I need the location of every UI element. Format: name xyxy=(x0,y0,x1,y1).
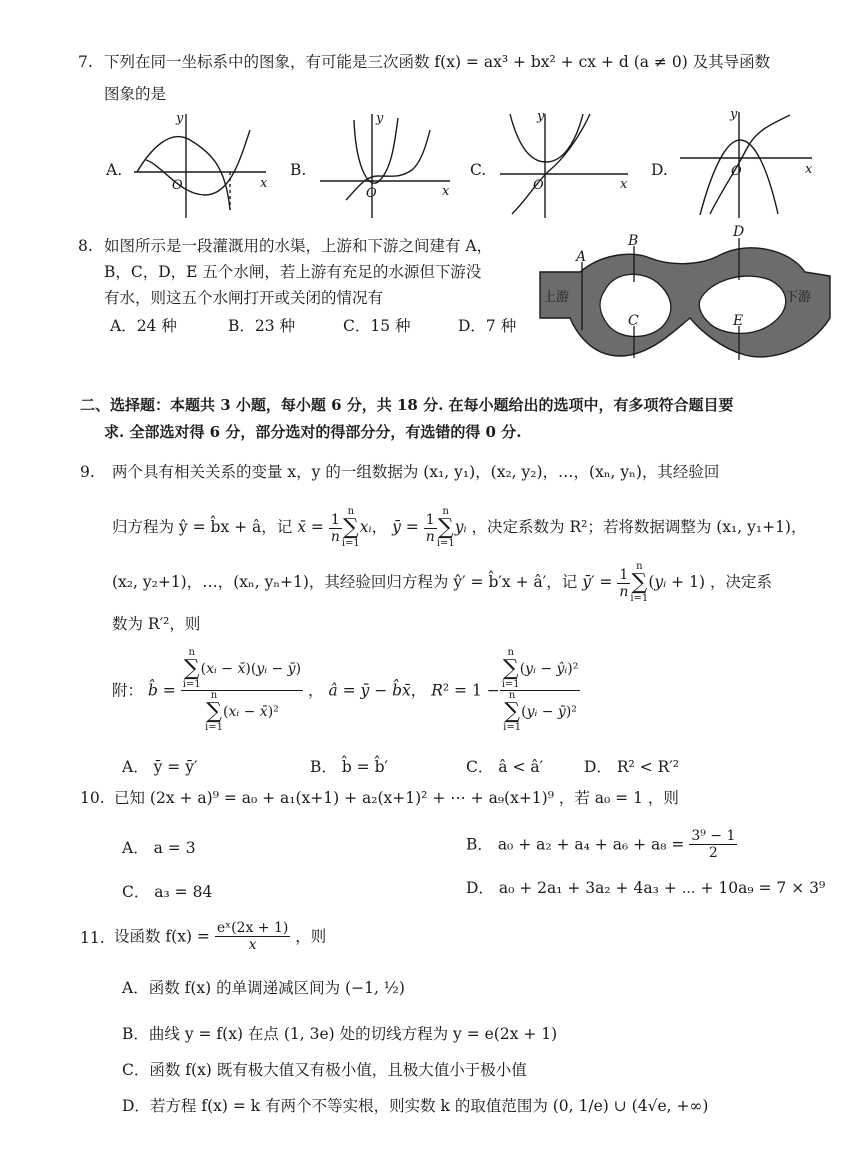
q10-frac-den: 2 xyxy=(708,845,718,861)
q10-number: 10. xyxy=(80,789,105,807)
q11-option-d: D．若方程 f(x) = k 有两个不等实根，则实数 k 的取值范围为 (0, 1/e) ∪ (4√e, +∞) xyxy=(122,1097,709,1115)
q8-canal-figure xyxy=(540,224,830,360)
q9-line2-start: 归方程为 ŷ = b̂x + â，记 xyxy=(112,518,293,536)
q11-option-b: B．曲线 y = f(x) 在点 (1, 3e) 处的切线方程为 y = e(2x + 1) xyxy=(122,1025,558,1043)
q11-stem-start: 设函数 f(x) = xyxy=(114,927,210,946)
q9-frac-1n-2: $\frac{1}{n}$ xyxy=(425,511,435,545)
q9-option-c: C． â < â′ xyxy=(466,758,544,776)
q8-line2: B，C，D，E 五个水闸，若上游有充足的水源但下游没 xyxy=(104,263,482,281)
q11-stem xyxy=(114,920,326,953)
gate-d-label: D xyxy=(733,224,745,240)
gate-b-label: B xyxy=(628,233,639,249)
q9-number: 9. xyxy=(80,463,95,481)
graph-a-origin: O xyxy=(172,178,183,193)
q9-appendix: 附： b̂ = n ∑ i=1(xᵢ − x̄)(yᵢ − ȳ) n ∑ i=1(xᵢ − x̄)² ， â = ȳ − b̂x̄， R² = 1 − n ∑ i=1(yᵢ − ŷᵢ)² n ∑ i=1(yᵢ − ȳ)² xyxy=(112,647,579,733)
q8-option-c: C．15 种 xyxy=(343,317,411,335)
graph-b-x-label: x xyxy=(442,184,450,199)
q7-stem-line2: 图象的是 xyxy=(104,85,167,103)
graph-b-curve-1 xyxy=(354,118,398,183)
q7-option-a: A. xyxy=(106,161,123,179)
graph-b-origin: O xyxy=(366,186,377,201)
q9-option-d: D． R² < R′² xyxy=(584,758,679,776)
graph-b-y-label: y xyxy=(376,111,384,126)
q11-function-frac xyxy=(215,920,290,953)
q9-line2-end: ，决定系数为 R²；若将数据调整为 (x₁, y₁+1)， xyxy=(471,518,807,536)
section2-line2: 求. 全部选对得 6 分，部分选对的得部分分，有选错的得 0 分. xyxy=(104,423,522,441)
q11-frac-num: eˣ(2x + 1) xyxy=(216,920,289,936)
section2-line1: 二、选择题：本题共 3 小题，每小题 6 分，共 18 分. 在每小题给出的选项中，有多项符合题目要 xyxy=(80,396,734,414)
q10-option-b-text: B． a₀ + a₂ + a₄ + a₆ + a₈ = xyxy=(466,835,685,854)
q9-line3: (x₂, y₂+1)，…，(xₙ, yₙ+1)，其经验回归方程为 ŷ′ = b̂′x + â′，记 ȳ′ = $\frac{1}{n}$ n ∑ i=1(yᵢ + 1) ，决定系 xyxy=(112,561,772,604)
q9-frac-1n: $\frac{1}{n}$ xyxy=(330,511,340,545)
q10-option-b-frac xyxy=(689,828,737,861)
q11-option-c: C．函数 f(x) 既有极大值又有极小值，且极大值小于极小值 xyxy=(122,1061,527,1079)
q10-option-c: C． a₃ = 84 xyxy=(122,883,213,901)
q9-xbar-def: x̄ = xyxy=(297,518,329,536)
q9-appendix-label: 附： xyxy=(112,681,144,700)
q9-bhat-formula: n ∑ i=1(xᵢ − x̄)(yᵢ − ȳ) n ∑ i=1(xᵢ − x̄)² xyxy=(182,647,302,733)
graph-d-origin: O xyxy=(731,164,742,179)
q7-number: 7. xyxy=(78,53,93,71)
graph-b-curve-2 xyxy=(346,130,430,200)
graph-a-x-label: x xyxy=(260,176,268,191)
q11-stem-end: ，则 xyxy=(295,927,327,946)
q11-number: 11. xyxy=(80,929,105,947)
q8-option-b: B．23 种 xyxy=(228,317,296,335)
graph-c-y-label: y xyxy=(537,109,545,124)
graph-a-curve-2 xyxy=(146,130,250,195)
q11-option-a: A．函数 f(x) 的单调递减区间为 (−1, ½) xyxy=(122,979,405,997)
q9-line2: 归方程为 ŷ = b̂x + â，记 x̄ = $\frac{1}{n}$ n ∑ i=1xᵢ， ȳ = $\frac{1}{n}$ n ∑ i=1yᵢ ，决定系数为 R²；若将数据调整为 (x₁, y₁+1)， xyxy=(112,506,807,549)
q9-r2-formula: n ∑ i=1(yᵢ − ŷᵢ)² n ∑ i=1(yᵢ − ȳ)² xyxy=(501,647,579,733)
graph-c-origin: O xyxy=(533,178,544,193)
q7-stem: 下列在同一坐标系中的图象，有可能是三次函数 f(x) = ax³ + bx² + cx + d (a ≠ 0) 及其导函数 xyxy=(104,53,771,71)
q9-sum-y: n ∑ i=1 xyxy=(436,506,455,549)
q8-line3: 有水，则这五个水闸打开或关闭的情况有 xyxy=(104,289,384,307)
graph-d-x-label: x xyxy=(805,162,813,177)
gate-a-label: A xyxy=(576,249,587,265)
q10-stem: 已知 (2x + a)⁹ = a₀ + a₁(x+1) + a₂(x+1)² + ⋯ + a₉(x+1)⁹ ，若 a₀ = 1 ，则 xyxy=(114,789,679,807)
upstream-label: 上游 xyxy=(543,290,570,305)
q9-option-b: B． b̂ = b̂′ xyxy=(310,758,389,776)
q10-option-b xyxy=(466,828,737,861)
q9-option-a: A． ȳ = ȳ′ xyxy=(122,758,198,776)
q11-frac-den: x xyxy=(248,937,257,953)
graph-c-x-label: x xyxy=(620,177,628,192)
q10-option-a: A． a = 3 xyxy=(122,839,196,857)
q7-option-d: D. xyxy=(651,161,668,179)
q9-sum-x: n ∑ i=1 xyxy=(341,506,360,549)
downstream-label: 下游 xyxy=(785,290,812,305)
q9-sum-y1: n ∑ i=1 xyxy=(630,561,649,604)
graph-a-y-label: y xyxy=(176,111,184,126)
q9-line3-end: ，决定系 xyxy=(709,573,772,591)
q8-option-a: A．24 种 xyxy=(110,317,177,335)
q8-line1: 如图所示是一段灌溉用的水渠，上游和下游之间建有 A， xyxy=(104,237,493,255)
graph-d-curve-2 xyxy=(710,115,790,214)
graph-a-curve-1 xyxy=(137,137,230,210)
q8-option-d: D．7 种 xyxy=(458,317,517,335)
q9-line3-start: (x₂, y₂+1)，…，(xₙ, yₙ+1)，其经验回归方程为 ŷ′ = b̂′x + â′，记 xyxy=(112,573,578,591)
gate-c-label: C xyxy=(628,313,639,329)
graph-c-curve-1 xyxy=(510,114,583,162)
graph-d-y-label: y xyxy=(730,107,738,122)
q9-line1: 两个具有相关关系的变量 x，y 的一组数据为 (x₁, y₁)，(x₂, y₂)，…，(xₙ, yₙ)，其经验回 xyxy=(112,463,720,481)
q9-line4: 数为 R′²，则 xyxy=(112,615,201,633)
gate-e-label: E xyxy=(733,313,744,329)
q7-option-b: B. xyxy=(290,161,307,179)
q10-option-d: D． a₀ + 2a₁ + 3a₂ + 4a₃ + ⋯ + 10a₉ = 7 × 3⁹ xyxy=(466,879,826,897)
q9-frac-1n-3: $\frac{1}{n}$ xyxy=(619,566,629,600)
q8-number: 8. xyxy=(78,237,93,255)
q10-frac-num: 3⁹ − 1 xyxy=(691,828,736,844)
q7-option-c: C. xyxy=(470,161,487,179)
